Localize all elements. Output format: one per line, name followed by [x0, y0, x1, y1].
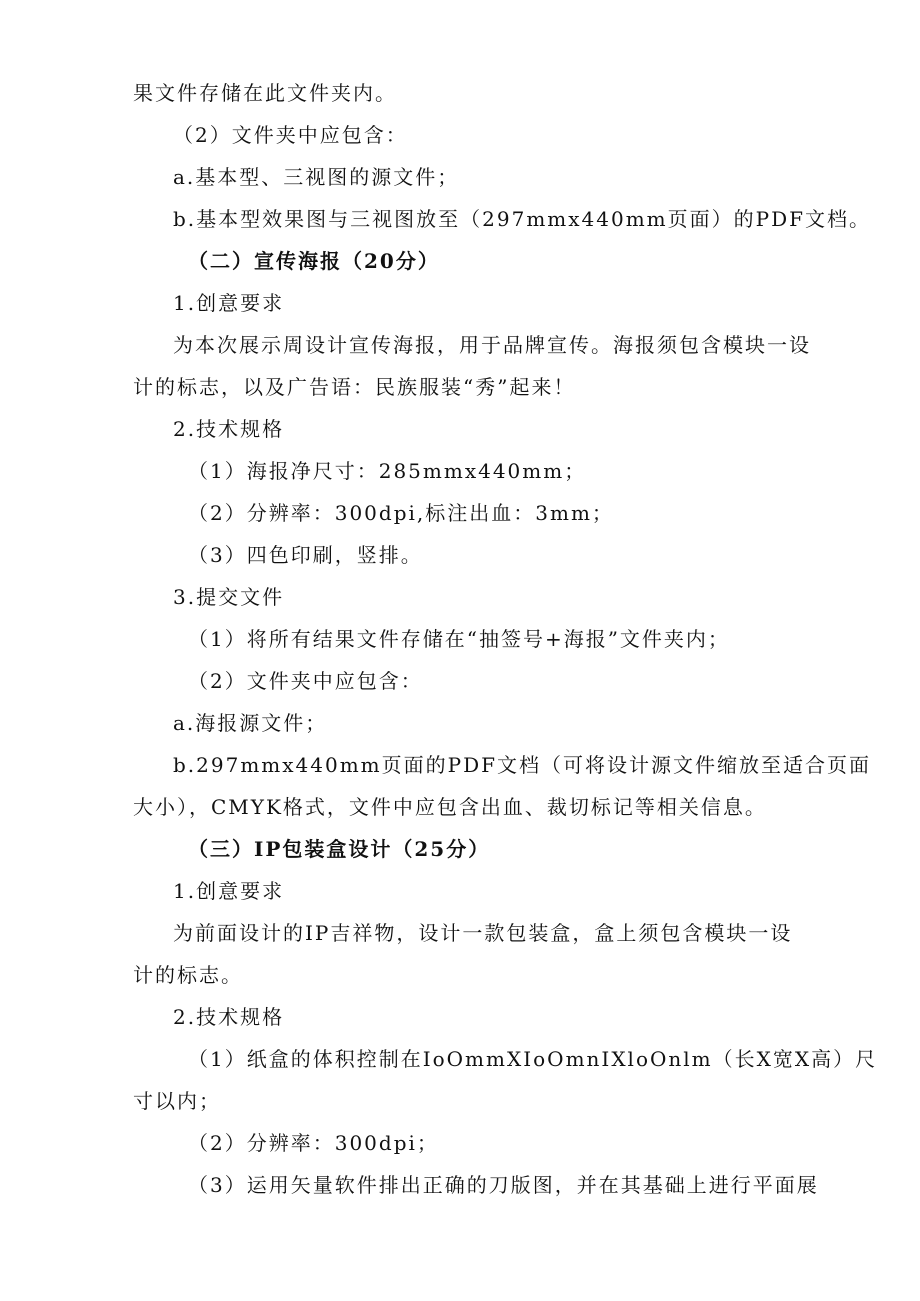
text-line: 计的标志。 — [133, 963, 243, 987]
text-line: b.基本型效果图与三视图放至（297mmx440mm页面）的PDF文档。 — [173, 207, 872, 231]
text-line: （2）分辨率：300dpi,标注出血：3mm； — [188, 501, 614, 525]
text-line: （3）运用矢量软件排出正确的刀版图，并在其基础上进行平面展 — [188, 1173, 819, 1197]
text-line: （1）海报净尺寸：285mmx440mm； — [188, 459, 587, 483]
text-line: 寸以内； — [133, 1089, 221, 1113]
text-line: 为本次展示周设计宣传海报，用于品牌宣传。海报须包含模块一设 — [173, 333, 811, 357]
text-line: a.海报源文件； — [173, 711, 328, 735]
text-line: （3）四色印刷，竖排。 — [188, 543, 423, 567]
subsection-heading: 3.提交文件 — [173, 585, 285, 609]
text-line: 为前面设计的IP吉祥物，设计一款包装盒，盒上须包含模块一设 — [173, 921, 793, 945]
subsection-heading: 2.技术规格 — [173, 417, 285, 441]
text-line: b.297mmx440mm页面的PDF文档（可将设计源文件缩放至适合页面 — [173, 753, 872, 777]
text-line: （1）纸盒的体积控制在IoOmmXIoOmnIXloOnlm（长X宽X高）尺 — [188, 1047, 878, 1071]
subsection-heading: 2.技术规格 — [173, 1005, 285, 1029]
text-line: （2）文件夹中应包含： — [188, 669, 423, 693]
text-line: 果文件存储在此文件夹内。 — [133, 81, 397, 105]
text-line: 计的标志，以及广告语：民族服装“秀”起来！ — [133, 375, 576, 399]
text-line: （1）将所有结果文件存储在“抽签号+海报”文件夹内； — [188, 627, 730, 651]
section-heading: （三）IP包装盒设计（25分） — [188, 837, 491, 861]
subsection-heading: 1.创意要求 — [173, 291, 285, 315]
text-line: 大小），CMYK格式，文件中应包含出血、裁切标记等相关信息。 — [133, 795, 767, 819]
text-line: a.基本型、三视图的源文件； — [173, 165, 460, 189]
section-heading: （二）宣传海报（20分） — [188, 249, 440, 273]
text-line: （2）文件夹中应包含： — [173, 123, 408, 147]
subsection-heading: 1.创意要求 — [173, 879, 285, 903]
text-line: （2）分辨率：300dpi； — [188, 1131, 439, 1155]
